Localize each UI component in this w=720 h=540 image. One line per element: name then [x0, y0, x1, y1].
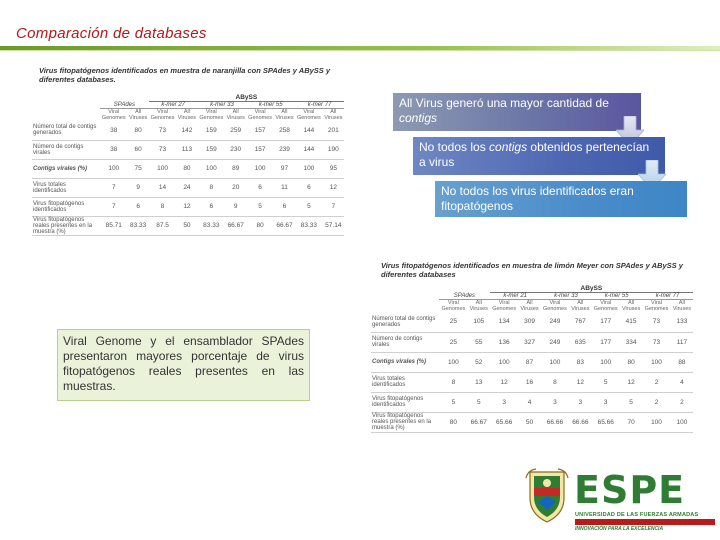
- cell-value: 144: [295, 121, 323, 140]
- callout-text: No todos los: [419, 140, 490, 154]
- row-label: Virus fitopatógenos identificados: [32, 197, 100, 216]
- callout-fitopatogenos: [435, 181, 687, 217]
- logo-university-name: UNIVERSIDAD DE LAS FUERZAS ARMADAS: [575, 512, 699, 518]
- cell-value: 7: [100, 178, 128, 197]
- data-table: [371, 285, 693, 433]
- table-row: [371, 332, 693, 352]
- cell-value: 8: [541, 372, 570, 392]
- callout-text: All Virus generó una mayor cantidad de: [399, 96, 609, 110]
- column-header: All Viruses: [469, 300, 488, 312]
- header-spacer: [371, 300, 439, 313]
- cell-value: 70: [620, 412, 642, 432]
- slide-title: Comparación de databases: [16, 25, 207, 42]
- cell-value: 3: [591, 392, 620, 412]
- cell-value: 177: [591, 312, 620, 332]
- cell-value: 117: [671, 332, 693, 352]
- cell-value: 201: [323, 121, 344, 140]
- table-row: [32, 140, 344, 159]
- column-header: Viral Genomes: [543, 300, 567, 312]
- cell-value: 66.67: [468, 412, 490, 432]
- cell-value: 9: [225, 197, 246, 216]
- cell-value: 309: [519, 312, 541, 332]
- group-header: k-mer 27: [149, 102, 198, 109]
- group-header: k-mer 77: [642, 293, 693, 300]
- cell-value: 88: [671, 352, 693, 372]
- row-label: Número total de contigs generados: [371, 312, 439, 332]
- cell-value: 5: [246, 197, 274, 216]
- cell-value: 100: [541, 352, 570, 372]
- callout-text: No todos los virus identificados eran fitopatógenos: [441, 184, 634, 213]
- cell-value: 100: [100, 159, 128, 178]
- cell-value: 100: [149, 159, 177, 178]
- row-label: Virus totales identificados: [371, 372, 439, 392]
- cell-value: 38: [100, 140, 128, 159]
- table-row: [32, 197, 344, 216]
- cell-value: 50: [176, 216, 197, 235]
- cell-value: 80: [246, 216, 274, 235]
- callout-contigs-virus: [413, 137, 665, 175]
- cell-value: 113: [176, 140, 197, 159]
- cell-value: 80: [439, 412, 468, 432]
- cell-value: 159: [198, 121, 226, 140]
- callout-contigs: [393, 93, 641, 131]
- cell-value: 66.67: [274, 216, 295, 235]
- cell-value: 9: [128, 178, 149, 197]
- column-header: All Viruses: [226, 109, 245, 121]
- table-row: [32, 121, 344, 140]
- cell-value: 100: [198, 159, 226, 178]
- table-row: [371, 412, 693, 432]
- cell-value: 12: [323, 178, 344, 197]
- cell-value: 327: [519, 332, 541, 352]
- logo-red-bar: [575, 519, 715, 525]
- cell-value: 100: [295, 159, 323, 178]
- group-header: SPAdes: [439, 293, 490, 300]
- data-table: [32, 94, 344, 236]
- cell-value: 259: [225, 121, 246, 140]
- header-spacer: [32, 94, 149, 102]
- cell-value: 6: [295, 178, 323, 197]
- cell-value: 7: [323, 197, 344, 216]
- column-header: Viral Genomes: [644, 300, 669, 312]
- cell-value: 100: [246, 159, 274, 178]
- header-spacer: [32, 102, 100, 109]
- cell-value: 95: [323, 159, 344, 178]
- cell-value: 83.33: [128, 216, 149, 235]
- cell-value: 5: [620, 392, 642, 412]
- table-row: [371, 372, 693, 392]
- column-header: Viral Genomes: [492, 300, 517, 312]
- abyss-header: ABySS: [149, 94, 344, 102]
- group-header: k-mer 21: [490, 293, 541, 300]
- cell-value: 249: [541, 312, 570, 332]
- cell-value: 190: [323, 140, 344, 159]
- cell-value: 2: [642, 372, 671, 392]
- column-header: All Viruses: [275, 109, 294, 121]
- callout-text-after: obtenidos pertenecían a virus: [419, 140, 650, 169]
- cell-value: 60: [128, 140, 149, 159]
- cell-value: 80: [176, 159, 197, 178]
- cell-value: 83.33: [198, 216, 226, 235]
- cell-value: 25: [439, 332, 468, 352]
- table-row: [371, 312, 693, 332]
- cell-value: 12: [620, 372, 642, 392]
- cell-value: 177: [591, 332, 620, 352]
- cell-value: 25: [439, 312, 468, 332]
- cell-value: 57.14: [323, 216, 344, 235]
- cell-value: 6: [128, 197, 149, 216]
- cell-value: 133: [671, 312, 693, 332]
- cell-value: 97: [274, 159, 295, 178]
- cell-value: 5: [468, 392, 490, 412]
- cell-value: 100: [642, 412, 671, 432]
- cell-value: 12: [176, 197, 197, 216]
- cell-value: 2: [642, 392, 671, 412]
- cell-value: 50: [519, 412, 541, 432]
- column-header: All Viruses: [571, 300, 590, 312]
- cell-value: 7: [100, 197, 128, 216]
- cell-value: 20: [225, 178, 246, 197]
- column-header: All Viruses: [672, 300, 692, 312]
- cell-value: 100: [591, 352, 620, 372]
- cell-value: 85.71: [100, 216, 128, 235]
- column-header: Viral Genomes: [199, 109, 224, 121]
- cell-value: 73: [642, 312, 671, 332]
- cell-value: 24: [176, 178, 197, 197]
- table-caption: Virus fitopatógenos identificados en muestra de naranjilla con SPAdes y ABySS y diferentes databases.: [39, 66, 331, 84]
- header-spacer: [371, 285, 490, 293]
- header-spacer: [371, 293, 439, 300]
- cell-value: 12: [569, 372, 591, 392]
- table-row: [32, 216, 344, 235]
- cell-value: 100: [642, 352, 671, 372]
- conclusion-note: Viral Genome y el ensamblador SPAdes presentaron mayores porcentaje de virus fitopatógenos reales presentes en las muestras.: [57, 329, 310, 401]
- cell-value: 5: [591, 372, 620, 392]
- column-header: Viral Genomes: [248, 109, 273, 121]
- cell-value: 73: [642, 332, 671, 352]
- cell-value: 12: [490, 372, 519, 392]
- cell-value: 11: [274, 178, 295, 197]
- callout-italic: contigs: [399, 111, 438, 125]
- column-header: Viral Genomes: [296, 109, 321, 121]
- cell-value: 144: [295, 140, 323, 159]
- cell-value: 230: [225, 140, 246, 159]
- cell-value: 87.5: [149, 216, 177, 235]
- cell-value: 142: [176, 121, 197, 140]
- cell-value: 2: [671, 392, 693, 412]
- cell-value: 83: [569, 352, 591, 372]
- logo-wordmark: ESPE: [574, 468, 686, 512]
- cell-value: 13: [468, 372, 490, 392]
- cell-value: 5: [295, 197, 323, 216]
- column-header: All Viruses: [621, 300, 641, 312]
- row-label: Virus fitopatógenos reales presentes en la muestra (%): [371, 412, 439, 432]
- column-header: Viral Genomes: [441, 300, 466, 312]
- group-header: k-mer 55: [246, 102, 295, 109]
- logo-tagline: INNOVACIÓN PARA LA EXCELENCIA: [575, 526, 664, 532]
- cell-value: 66.66: [541, 412, 570, 432]
- group-header: k-mer 33: [541, 293, 592, 300]
- cell-value: 100: [490, 352, 519, 372]
- cell-value: 136: [490, 332, 519, 352]
- cell-value: 66.67: [225, 216, 246, 235]
- cell-value: 80: [128, 121, 149, 140]
- row-label: Virus fitopatógenos reales presentes en la muestra (%): [32, 216, 100, 235]
- table-limon-meyer: [371, 261, 693, 433]
- cell-value: 6: [246, 178, 274, 197]
- cell-value: 3: [541, 392, 570, 412]
- group-header: k-mer 33: [198, 102, 247, 109]
- cell-value: 635: [569, 332, 591, 352]
- row-label: Número de contigs virales: [371, 332, 439, 352]
- cell-value: 5: [439, 392, 468, 412]
- row-label: Contigs virales (%): [32, 159, 100, 178]
- column-header: Viral Genomes: [101, 109, 126, 121]
- group-header: k-mer 77: [295, 102, 344, 109]
- cell-value: 3: [490, 392, 519, 412]
- table-row: [371, 352, 693, 372]
- cell-value: 415: [620, 312, 642, 332]
- abyss-header: ABySS: [490, 285, 693, 293]
- cell-value: 87: [519, 352, 541, 372]
- cell-value: 38: [100, 121, 128, 140]
- group-header: SPAdes: [100, 102, 149, 109]
- header-spacer: [32, 109, 100, 122]
- cell-value: 65.66: [490, 412, 519, 432]
- cell-value: 55: [468, 332, 490, 352]
- cell-value: 157: [246, 140, 274, 159]
- column-header: Viral Genomes: [150, 109, 175, 121]
- cell-value: 239: [274, 140, 295, 159]
- cell-value: 8: [149, 197, 177, 216]
- cell-value: 8: [198, 178, 226, 197]
- cell-value: 65.66: [591, 412, 620, 432]
- cell-value: 334: [620, 332, 642, 352]
- cell-value: 16: [519, 372, 541, 392]
- cell-value: 258: [274, 121, 295, 140]
- cell-value: 105: [468, 312, 490, 332]
- column-header: All Viruses: [520, 300, 539, 312]
- column-header: All Viruses: [177, 109, 197, 121]
- column-header: All Viruses: [129, 109, 148, 121]
- table-row: [32, 178, 344, 197]
- callout-italic: contigs: [489, 140, 528, 154]
- column-header: Viral Genomes: [593, 300, 618, 312]
- cell-value: 100: [671, 412, 693, 432]
- table-caption: Virus fitopatógenos identificados en muestra de limón Meyer con SPAdes y ABySS y diferentes databases: [381, 261, 683, 279]
- cell-value: 83.33: [295, 216, 323, 235]
- title-underline-thin: [0, 50, 720, 51]
- cell-value: 73: [149, 121, 177, 140]
- cell-value: 52: [468, 352, 490, 372]
- row-label: Número de contigs virales: [32, 140, 100, 159]
- cell-value: 66.66: [569, 412, 591, 432]
- column-header: All Viruses: [324, 109, 343, 121]
- cell-value: 159: [198, 140, 226, 159]
- table-row: [371, 392, 693, 412]
- cell-value: 4: [671, 372, 693, 392]
- row-label: Virus totales identificados: [32, 178, 100, 197]
- cell-value: 3: [569, 392, 591, 412]
- row-label: Contigs virales (%): [371, 352, 439, 372]
- university-seal-icon: [524, 468, 570, 524]
- cell-value: 4: [519, 392, 541, 412]
- cell-value: 73: [149, 140, 177, 159]
- cell-value: 157: [246, 121, 274, 140]
- cell-value: 75: [128, 159, 149, 178]
- cell-value: 6: [274, 197, 295, 216]
- cell-value: 134: [490, 312, 519, 332]
- row-label: Número total de contigs generados: [32, 121, 100, 140]
- cell-value: 8: [439, 372, 468, 392]
- cell-value: 89: [225, 159, 246, 178]
- row-label: Virus fitopatógenos identificados: [371, 392, 439, 412]
- cell-value: 767: [569, 312, 591, 332]
- cell-value: 6: [198, 197, 226, 216]
- table-row: [32, 159, 344, 178]
- cell-value: 249: [541, 332, 570, 352]
- cell-value: 80: [620, 352, 642, 372]
- cell-value: 14: [149, 178, 177, 197]
- table-naranjilla: [32, 66, 344, 236]
- cell-value: 100: [439, 352, 468, 372]
- espe-logo: [522, 462, 720, 540]
- group-header: k-mer 55: [591, 293, 642, 300]
